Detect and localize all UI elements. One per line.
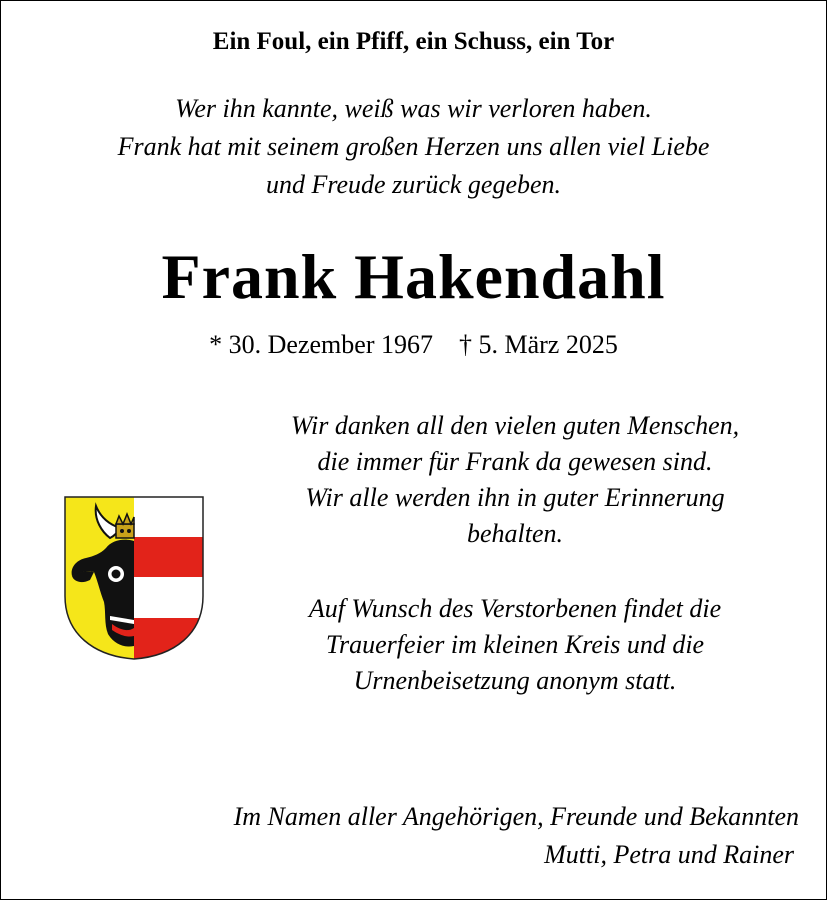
notice-line: Trauerfeier im kleinen Kreis und die [325,630,705,659]
notice-line: Auf Wunsch des Verstorbenen findet die [308,594,722,623]
birth-date: * 30. Dezember 1967 [209,330,433,359]
signature-line: Im Namen aller Angehörigen, Freunde und Bekannten [233,802,799,831]
intro-text [0,90,827,204]
thanks-text [215,408,815,552]
thanks-line: die immer für Frank da gewesen sind. [317,447,713,476]
life-dates [0,330,827,360]
shield-red-bar [134,618,204,660]
coat-of-arms-icon [64,496,204,660]
signature-names: Mutti, Petra und Rainer [544,840,794,869]
intro-line: und Freude zurück gegeben. [265,170,562,199]
thanks-line: Wir alle werden ihn in guter Erinnerung [305,483,725,512]
shield-red-bar [134,537,204,577]
motto-heading: Ein Foul, ein Pfiff, ein Schuss, ein Tor [212,28,615,55]
thanks-line: behalten. [466,519,564,548]
intro-line: Frank hat mit seinem großen Herzen uns allen viel Liebe [117,132,710,161]
death-date: † 5. März 2025 [458,330,618,359]
intro-line: Wer ihn kannte, weiß was wir verloren haben. [175,94,652,123]
funeral-notice [215,591,815,699]
deceased-name: Frank Hakendahl [161,241,666,312]
thanks-line: Wir danken all den vielen guten Menschen, [290,411,740,440]
notice-line: Urnenbeisetzung anonym statt. [353,666,677,695]
